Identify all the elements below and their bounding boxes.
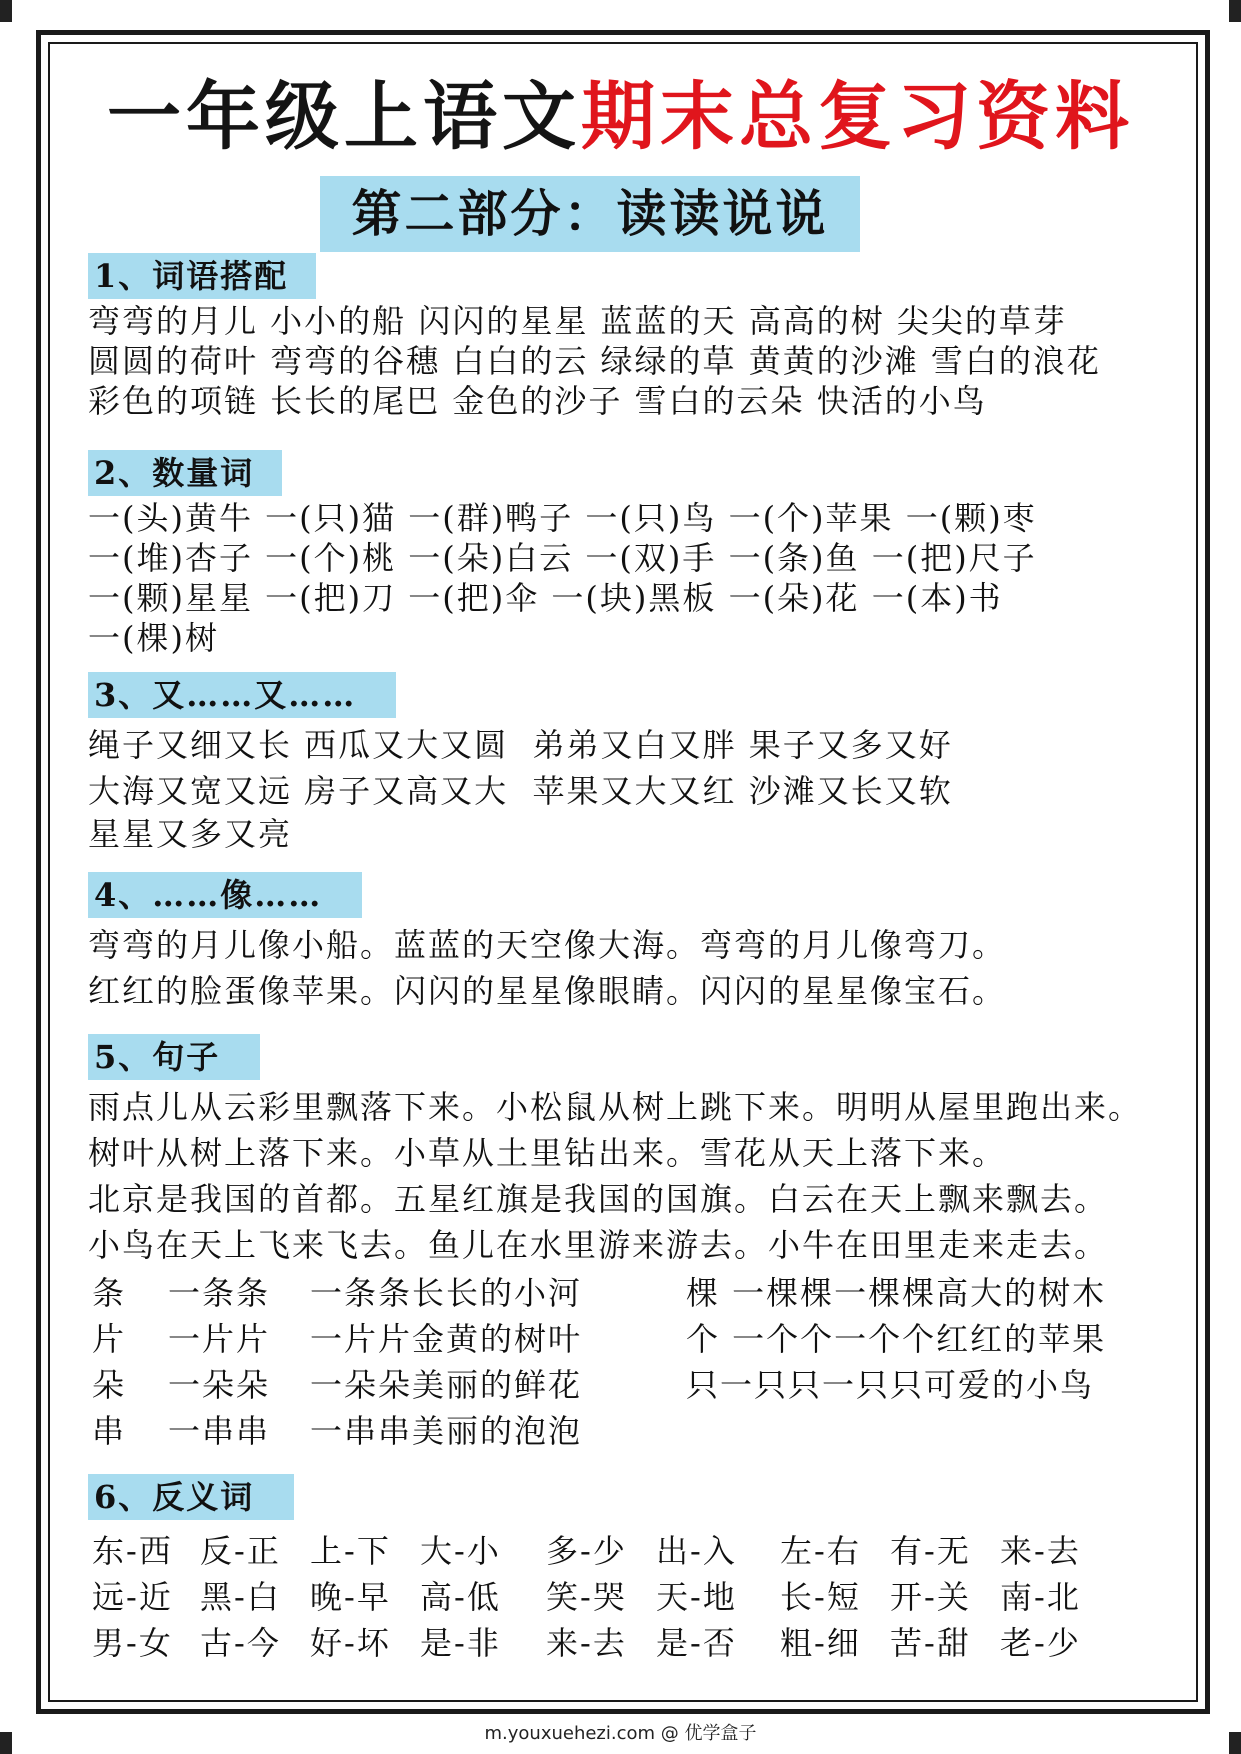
section-antonyms — [88, 1474, 1188, 1664]
text-line: 红红的脸蛋像苹果。闪闪的星星像眼睛。闪闪的星星像宝石。 — [88, 972, 1007, 1010]
antonym-pair: 有-无 — [890, 1532, 971, 1570]
measure-char: 串 — [92, 1412, 127, 1450]
antonym-pair: 是-非 — [420, 1624, 501, 1662]
measure-repeat: 一条条 — [168, 1274, 271, 1312]
antonym-pair: 粗-细 — [780, 1624, 861, 1662]
text-line: 一(棵)树 — [88, 619, 219, 657]
section-heading: 1、词语搭配 — [88, 253, 316, 299]
measure-phrase: 一片片金黄的树叶 — [310, 1320, 583, 1358]
text-line: 圆圆的荷叶 弯弯的谷穗 白白的云 绿绿的草 黄黄的沙滩 雪白的浪花 — [88, 342, 1101, 380]
measure-row — [88, 1406, 1188, 1452]
measure-repeat: 一串串 — [168, 1412, 271, 1450]
antonym-pair: 反-正 — [200, 1532, 281, 1570]
antonym-pair: 大-小 — [420, 1532, 501, 1570]
antonym-pair: 苦-甜 — [890, 1624, 971, 1662]
antonym-pair: 好-坏 — [310, 1624, 391, 1662]
antonym-pair: 高-低 — [420, 1578, 501, 1616]
antonym-pair: 笑-哭 — [546, 1578, 627, 1616]
section-body — [88, 301, 1188, 421]
section-heading: 3、又……又…… — [88, 672, 396, 718]
measure-phrase: 一串串美丽的泡泡 — [310, 1412, 583, 1450]
corner-mark-top-right — [1229, 0, 1241, 22]
part-subtitle: 第二部分：读读说说 — [320, 176, 860, 252]
antonym-row — [88, 1526, 1188, 1572]
text-line: 彩色的项链 长长的尾巴 金色的沙子 雪白的云朵 快活的小鸟 — [88, 382, 987, 420]
section-body — [88, 1526, 1188, 1664]
section-heading: 6、反义词 — [88, 1474, 294, 1520]
measure-right: 个 一个个一个个红红的苹果 — [686, 1320, 1107, 1358]
text-line: 星星又多又亮 — [88, 815, 293, 853]
corner-mark-top-left — [0, 0, 12, 22]
antonym-pair: 是-否 — [656, 1624, 737, 1662]
text-line: 大海又宽又远 房子又高又大 苹果又大又红 沙滩又长又软 — [88, 772, 953, 810]
antonym-pair: 长-短 — [780, 1578, 861, 1616]
section-body — [88, 1084, 1188, 1452]
antonym-pair: 来-去 — [1000, 1532, 1081, 1570]
section-you-you — [88, 672, 1188, 854]
antonym-pair: 东-西 — [92, 1532, 173, 1570]
text-line: 树叶从树上落下来。小草从土里钻出来。雪花从天上落下来。 — [88, 1134, 1007, 1172]
section-sentences — [88, 1034, 1188, 1452]
antonym-pair: 开-关 — [890, 1578, 971, 1616]
page-title — [0, 58, 1241, 164]
antonym-pair: 南-北 — [1000, 1578, 1081, 1616]
title-black-part: 一年级上语文 — [107, 74, 581, 160]
measure-row — [88, 1360, 1188, 1406]
text-line: 绳子又细又长 西瓜又大又圆 弟弟又白又胖 果子又多又好 — [88, 726, 953, 764]
measure-row — [88, 1314, 1188, 1360]
antonym-pair: 出-入 — [656, 1532, 737, 1570]
measure-right: 棵 一棵棵一棵棵高大的树木 — [686, 1274, 1107, 1312]
measure-char: 朵 — [92, 1366, 127, 1404]
text-line: 小鸟在天上飞来飞去。鱼儿在水里游来游去。小牛在田里走来走去。 — [88, 1226, 1109, 1264]
section-body — [88, 922, 1188, 1014]
antonym-pair: 男-女 — [92, 1624, 173, 1662]
section-heading: 4、……像…… — [88, 872, 362, 918]
antonym-pair: 左-右 — [780, 1532, 861, 1570]
section-body — [88, 498, 1188, 658]
antonym-pair: 黑-白 — [200, 1578, 281, 1616]
measure-repeat: 一片片 — [168, 1320, 271, 1358]
measure-char: 片 — [92, 1320, 127, 1358]
text-line: 雨点儿从云彩里飘落下来。小松鼠从树上跳下来。明明从屋里跑出来。 — [88, 1088, 1143, 1126]
antonym-pair: 晚-早 — [310, 1578, 391, 1616]
text-line: 一(头)黄牛 一(只)猫 一(群)鸭子 一(只)鸟 一(个)苹果 一(颗)枣 — [88, 499, 1037, 537]
section-body — [88, 722, 1188, 854]
antonym-pair: 古-今 — [200, 1624, 281, 1662]
text-line: 弯弯的月儿像小船。蓝蓝的天空像大海。弯弯的月儿像弯刀。 — [88, 926, 1007, 964]
antonym-pair: 老-少 — [1000, 1624, 1081, 1662]
measure-row — [88, 1268, 1188, 1314]
section-measure-words — [88, 450, 1188, 658]
antonym-pair: 天-地 — [656, 1578, 737, 1616]
text-line: 一(颗)星星 一(把)刀 一(把)伞 一(块)黑板 一(朵)花 一(本)书 — [88, 579, 1003, 617]
section-xiang — [88, 872, 1188, 1014]
measure-phrase: 一朵朵美丽的鲜花 — [310, 1366, 583, 1404]
text-line: 北京是我国的首都。五星红旗是我国的国旗。白云在天上飘来飘去。 — [88, 1180, 1109, 1218]
measure-phrase: 一条条长长的小河 — [310, 1274, 583, 1312]
antonym-pair: 来-去 — [546, 1624, 627, 1662]
antonym-row — [88, 1618, 1188, 1664]
measure-char: 条 — [92, 1274, 127, 1312]
section-word-pairs — [88, 253, 1188, 421]
text-line: 一(堆)杏子 一(个)桃 一(朵)白云 一(双)手 一(条)鱼 一(把)尺子 — [88, 539, 1037, 577]
text-line: 弯弯的月儿 小小的船 闪闪的星星 蓝蓝的天 高高的树 尖尖的草芽 — [88, 302, 1067, 340]
measure-repeat: 一朵朵 — [168, 1366, 271, 1404]
antonym-pair: 上-下 — [310, 1532, 391, 1570]
section-heading: 5、句子 — [88, 1034, 260, 1080]
antonym-row — [88, 1572, 1188, 1618]
footer-watermark: m.youxuehezi.com @ 优学盒子 — [484, 1723, 757, 1744]
measure-right: 只一只只一只只可爱的小鸟 — [686, 1366, 1095, 1404]
antonym-pair: 多-少 — [546, 1532, 627, 1570]
antonym-pair: 远-近 — [92, 1578, 173, 1616]
title-red-part: 期末总复习资料 — [581, 74, 1134, 160]
section-heading: 2、数量词 — [88, 450, 282, 496]
